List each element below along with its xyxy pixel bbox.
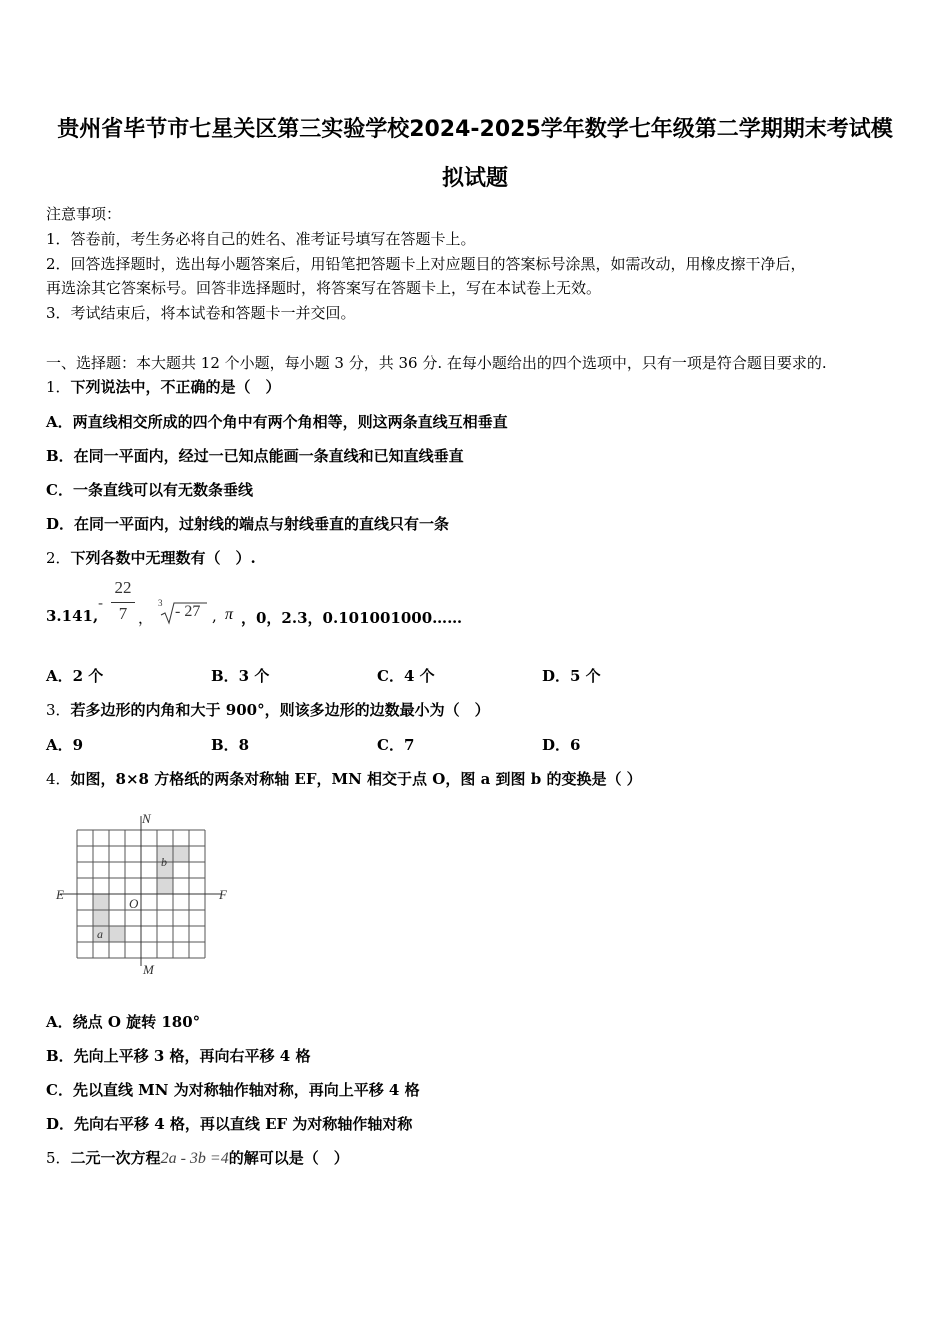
q2-comma: , xyxy=(212,607,217,625)
question-text: 下列各数中无理数有（ ）. xyxy=(70,549,256,567)
q2-root-index: 3 xyxy=(158,598,163,608)
label-n: N xyxy=(142,811,151,826)
q1-option-c: C．一条直线可以有无数条垂线 xyxy=(46,481,253,499)
q4-option-c: C．先以直线 MN 为对称轴作轴对称，再向上平移 4 格 xyxy=(46,1081,420,1099)
question-number: 3． xyxy=(46,701,71,719)
label-e: E xyxy=(56,887,64,902)
q4-option-a: A．绕点 O 旋转 180° xyxy=(46,1013,201,1031)
question-3-stem xyxy=(46,699,490,720)
q2-fraction-bar xyxy=(111,602,135,603)
label-m: M xyxy=(143,962,154,977)
notice-heading: 注意事项： xyxy=(46,205,122,223)
doc-title-line-2: 拟试题 xyxy=(441,166,508,191)
q2-remaining-numbers: ，0，2.3，0.101001000…… xyxy=(241,609,463,627)
label-f: F xyxy=(219,887,227,902)
question-text-part-1: 二元一次方程 xyxy=(70,1149,161,1167)
q4-option-d: D．先向右平移 4 格，再以直线 EF 为对称轴作轴对称 xyxy=(46,1115,413,1133)
question-number: 1． xyxy=(46,378,71,396)
question-text: 如图，8×8 方格纸的两条对称轴 EF，MN 相交于点 O，图 a 到图 b 的变换是（ ） xyxy=(70,770,642,788)
q4-option-b: B．先向上平移 3 格，再向右平移 4 格 xyxy=(46,1047,311,1065)
q3-option-b: B．8 xyxy=(211,736,250,754)
q3-option-c: C．7 xyxy=(377,736,415,754)
notice-item-2b: 再选涂其它答案标号。回答非选择题时，将答案写在答题卡上，写在本试卷上无效。 xyxy=(46,279,602,297)
q3-option-d: D．6 xyxy=(542,736,581,754)
question-number: 4． xyxy=(46,770,71,788)
q2-option-c: C．4 个 xyxy=(377,667,435,685)
question-text-part-2: 的解可以是（ ） xyxy=(228,1149,349,1167)
grid-figure xyxy=(52,808,237,980)
notice-item-2a: 2．回答选择题时，选出每小题答案后，用铅笔把答题卡上对应题目的答案标号涂黑，如需改动，用橡皮擦干净后， xyxy=(46,255,806,273)
q3-option-a: A．9 xyxy=(46,736,84,754)
q2-number-3141: 3.141, xyxy=(46,607,99,625)
q2-option-d: D．5 个 xyxy=(542,667,601,685)
notice-item-1: 1．答卷前，考生务必将自己的姓名、准考证号填写在答题卡上。 xyxy=(46,230,476,248)
question-5-stem xyxy=(46,1147,349,1168)
notice-item-3: 3．考试结束后，将本试卷和答题卡一并交回。 xyxy=(46,304,356,322)
question-number: 2． xyxy=(46,549,71,567)
q1-option-d: D．在同一平面内，过射线的端点与射线垂直的直线只有一条 xyxy=(46,515,450,533)
q2-minus-sign: - xyxy=(98,594,104,612)
question-text: 下列说法中，不正确的是（ ） xyxy=(70,378,281,396)
label-a: a xyxy=(97,927,103,941)
question-number: 5． xyxy=(46,1149,71,1167)
question-2-stem xyxy=(46,547,256,568)
q2-comma: ， xyxy=(138,609,154,627)
question-4-stem xyxy=(46,768,642,789)
label-o: O xyxy=(129,896,139,911)
q2-option-a: A．2 个 xyxy=(46,667,104,685)
q2-radicand: - 27 xyxy=(175,603,201,620)
label-b: b xyxy=(161,855,167,869)
section-heading: 一、选择题：本大题共 12 个小题，每小题 3 分，共 36 分. 在每小题给出的四个选项中，只有一项是符合题目要求的. xyxy=(46,354,827,372)
doc-title-line-1: 贵州省毕节市七星关区第三实验学校2024-2025学年数学七年级第二学期期末考试模 xyxy=(57,117,893,142)
q2-fraction-denominator: 7 xyxy=(118,604,128,623)
q2-option-b: B．3 个 xyxy=(211,667,270,685)
question-1-stem xyxy=(46,376,281,397)
question-text: 若多边形的内角和大于 900°，则该多边形的边数最小为（ ） xyxy=(70,701,490,719)
q2-pi: π xyxy=(225,606,234,623)
q2-fraction-numerator: 22 xyxy=(114,578,132,597)
q1-option-a: A．两直线相交所成的四个角中有两个角相等，则这两条直线互相垂直 xyxy=(46,413,508,431)
equation: 2a - 3b =4 xyxy=(160,1150,229,1167)
q1-option-b: B．在同一平面内，经过一已知点能画一条直线和已知直线垂直 xyxy=(46,447,464,465)
